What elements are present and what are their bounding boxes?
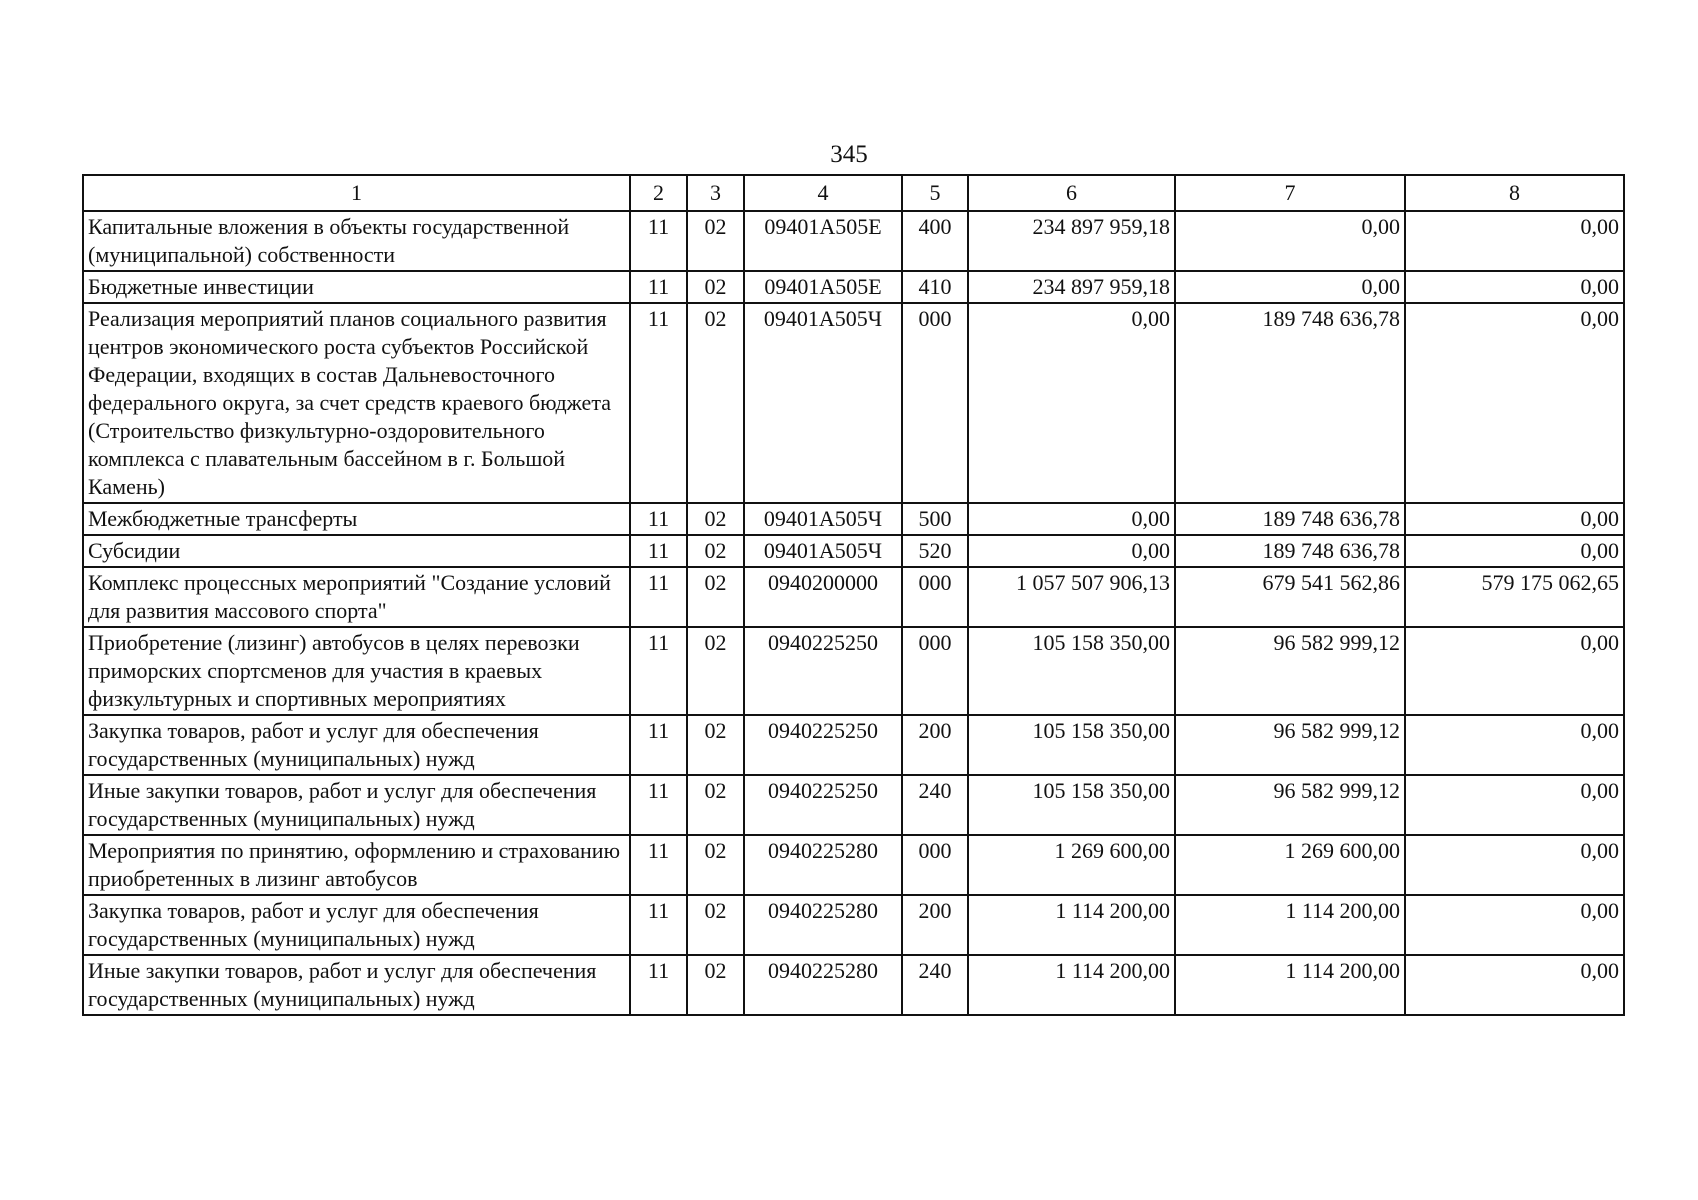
row-section: 11 <box>630 535 687 567</box>
row-subsection: 02 <box>687 211 744 271</box>
row-amount-6: 1 269 600,00 <box>968 835 1175 895</box>
row-amount-6: 0,00 <box>968 535 1175 567</box>
header-col-8: 8 <box>1405 175 1624 211</box>
row-target-code: 0940225250 <box>744 627 902 715</box>
row-section: 11 <box>630 567 687 627</box>
row-amount-7: 1 114 200,00 <box>1175 955 1405 1015</box>
page-number: 345 <box>830 141 868 168</box>
row-target-code: 09401А505Е <box>744 271 902 303</box>
row-amount-6: 105 158 350,00 <box>968 715 1175 775</box>
table-row <box>83 627 1624 715</box>
row-amount-6: 1 057 507 906,13 <box>968 567 1175 627</box>
row-name: Капитальные вложения в объекты государственной (муниципальной) собственности <box>83 211 630 271</box>
row-section: 11 <box>630 503 687 535</box>
row-section: 11 <box>630 211 687 271</box>
table-row <box>83 895 1624 955</box>
header-col-2: 2 <box>630 175 687 211</box>
header-col-6: 6 <box>968 175 1175 211</box>
table-row <box>83 715 1624 775</box>
row-target-code: 09401А505Ч <box>744 503 902 535</box>
row-target-code: 0940225250 <box>744 775 902 835</box>
row-expense-type: 200 <box>902 895 968 955</box>
table-row <box>83 271 1624 303</box>
row-amount-6: 234 897 959,18 <box>968 271 1175 303</box>
row-subsection: 02 <box>687 715 744 775</box>
row-expense-type: 520 <box>902 535 968 567</box>
row-expense-type: 500 <box>902 503 968 535</box>
header-col-3: 3 <box>687 175 744 211</box>
row-target-code: 0940200000 <box>744 567 902 627</box>
row-name: Реализация мероприятий планов социального развития центров экономического роста субъектов Российской Федерации, входящих в состав Дальневосточного федерального округа, за счет средств краевого бюджета (Строительство физкультурно-оздоровительного комплекса с плавательным бассейном в г. Большой Камень) <box>83 303 630 503</box>
row-section: 11 <box>630 271 687 303</box>
row-amount-8: 0,00 <box>1405 303 1624 503</box>
row-amount-6: 1 114 200,00 <box>968 895 1175 955</box>
row-amount-7: 189 748 636,78 <box>1175 503 1405 535</box>
table-row <box>83 303 1624 503</box>
row-expense-type: 400 <box>902 211 968 271</box>
row-subsection: 02 <box>687 567 744 627</box>
row-expense-type: 410 <box>902 271 968 303</box>
row-amount-8: 0,00 <box>1405 835 1624 895</box>
row-name: Закупка товаров, работ и услуг для обеспечения государственных (муниципальных) нужд <box>83 895 630 955</box>
row-amount-8: 579 175 062,65 <box>1405 567 1624 627</box>
row-subsection: 02 <box>687 955 744 1015</box>
row-target-code: 09401А505Е <box>744 211 902 271</box>
row-section: 11 <box>630 955 687 1015</box>
row-name: Приобретение (лизинг) автобусов в целях перевозки приморских спортсменов для участия в краевых физкультурных и спортивных мероприятиях <box>83 627 630 715</box>
row-amount-8: 0,00 <box>1405 503 1624 535</box>
table-row <box>83 211 1624 271</box>
row-subsection: 02 <box>687 503 744 535</box>
header-col-1: 1 <box>83 175 630 211</box>
row-name: Иные закупки товаров, работ и услуг для обеспечения государственных (муниципальных) нужд <box>83 955 630 1015</box>
row-amount-6: 0,00 <box>968 303 1175 503</box>
header-col-4: 4 <box>744 175 902 211</box>
row-amount-8: 0,00 <box>1405 895 1624 955</box>
row-name: Бюджетные инвестиции <box>83 271 630 303</box>
row-amount-8: 0,00 <box>1405 715 1624 775</box>
table-row <box>83 955 1624 1015</box>
row-section: 11 <box>630 715 687 775</box>
row-section: 11 <box>630 835 687 895</box>
header-row <box>83 175 1624 211</box>
row-name: Закупка товаров, работ и услуг для обеспечения государственных (муниципальных) нужд <box>83 715 630 775</box>
row-target-code: 0940225280 <box>744 835 902 895</box>
row-expense-type: 200 <box>902 715 968 775</box>
row-expense-type: 240 <box>902 775 968 835</box>
header-col-7: 7 <box>1175 175 1405 211</box>
row-amount-8: 0,00 <box>1405 211 1624 271</box>
row-subsection: 02 <box>687 535 744 567</box>
row-amount-6: 1 114 200,00 <box>968 955 1175 1015</box>
table-row <box>83 535 1624 567</box>
row-amount-8: 0,00 <box>1405 627 1624 715</box>
row-target-code: 0940225280 <box>744 895 902 955</box>
table-row <box>83 775 1624 835</box>
row-target-code: 0940225280 <box>744 955 902 1015</box>
row-amount-8: 0,00 <box>1405 775 1624 835</box>
row-subsection: 02 <box>687 303 744 503</box>
row-amount-7: 96 582 999,12 <box>1175 627 1405 715</box>
row-subsection: 02 <box>687 271 744 303</box>
row-amount-8: 0,00 <box>1405 271 1624 303</box>
table-row <box>83 503 1624 535</box>
row-amount-7: 0,00 <box>1175 211 1405 271</box>
row-amount-7: 679 541 562,86 <box>1175 567 1405 627</box>
row-name: Межбюджетные трансферты <box>83 503 630 535</box>
row-amount-7: 96 582 999,12 <box>1175 715 1405 775</box>
row-name: Субсидии <box>83 535 630 567</box>
row-expense-type: 000 <box>902 835 968 895</box>
row-section: 11 <box>630 775 687 835</box>
row-section: 11 <box>630 627 687 715</box>
row-target-code: 09401А505Ч <box>744 303 902 503</box>
table-row <box>83 835 1624 895</box>
row-expense-type: 000 <box>902 303 968 503</box>
row-amount-7: 1 114 200,00 <box>1175 895 1405 955</box>
row-name: Иные закупки товаров, работ и услуг для обеспечения государственных (муниципальных) нужд <box>83 775 630 835</box>
row-subsection: 02 <box>687 775 744 835</box>
row-amount-7: 189 748 636,78 <box>1175 303 1405 503</box>
row-amount-6: 234 897 959,18 <box>968 211 1175 271</box>
row-amount-7: 189 748 636,78 <box>1175 535 1405 567</box>
row-subsection: 02 <box>687 627 744 715</box>
row-section: 11 <box>630 895 687 955</box>
row-expense-type: 000 <box>902 567 968 627</box>
row-name: Комплекс процессных мероприятий "Создание условий для развития массового спорта" <box>83 567 630 627</box>
row-amount-6: 105 158 350,00 <box>968 627 1175 715</box>
row-amount-6: 105 158 350,00 <box>968 775 1175 835</box>
row-subsection: 02 <box>687 835 744 895</box>
budget-table <box>82 174 1625 1016</box>
row-expense-type: 000 <box>902 627 968 715</box>
row-amount-7: 1 269 600,00 <box>1175 835 1405 895</box>
row-name: Мероприятия по принятию, оформлению и страхованию приобретенных в лизинг автобусов <box>83 835 630 895</box>
row-amount-8: 0,00 <box>1405 535 1624 567</box>
row-amount-7: 0,00 <box>1175 271 1405 303</box>
row-amount-8: 0,00 <box>1405 955 1624 1015</box>
header-col-5: 5 <box>902 175 968 211</box>
row-subsection: 02 <box>687 895 744 955</box>
row-section: 11 <box>630 303 687 503</box>
row-expense-type: 240 <box>902 955 968 1015</box>
row-target-code: 0940225250 <box>744 715 902 775</box>
row-target-code: 09401А505Ч <box>744 535 902 567</box>
row-amount-7: 96 582 999,12 <box>1175 775 1405 835</box>
table-row <box>83 567 1624 627</box>
row-amount-6: 0,00 <box>968 503 1175 535</box>
